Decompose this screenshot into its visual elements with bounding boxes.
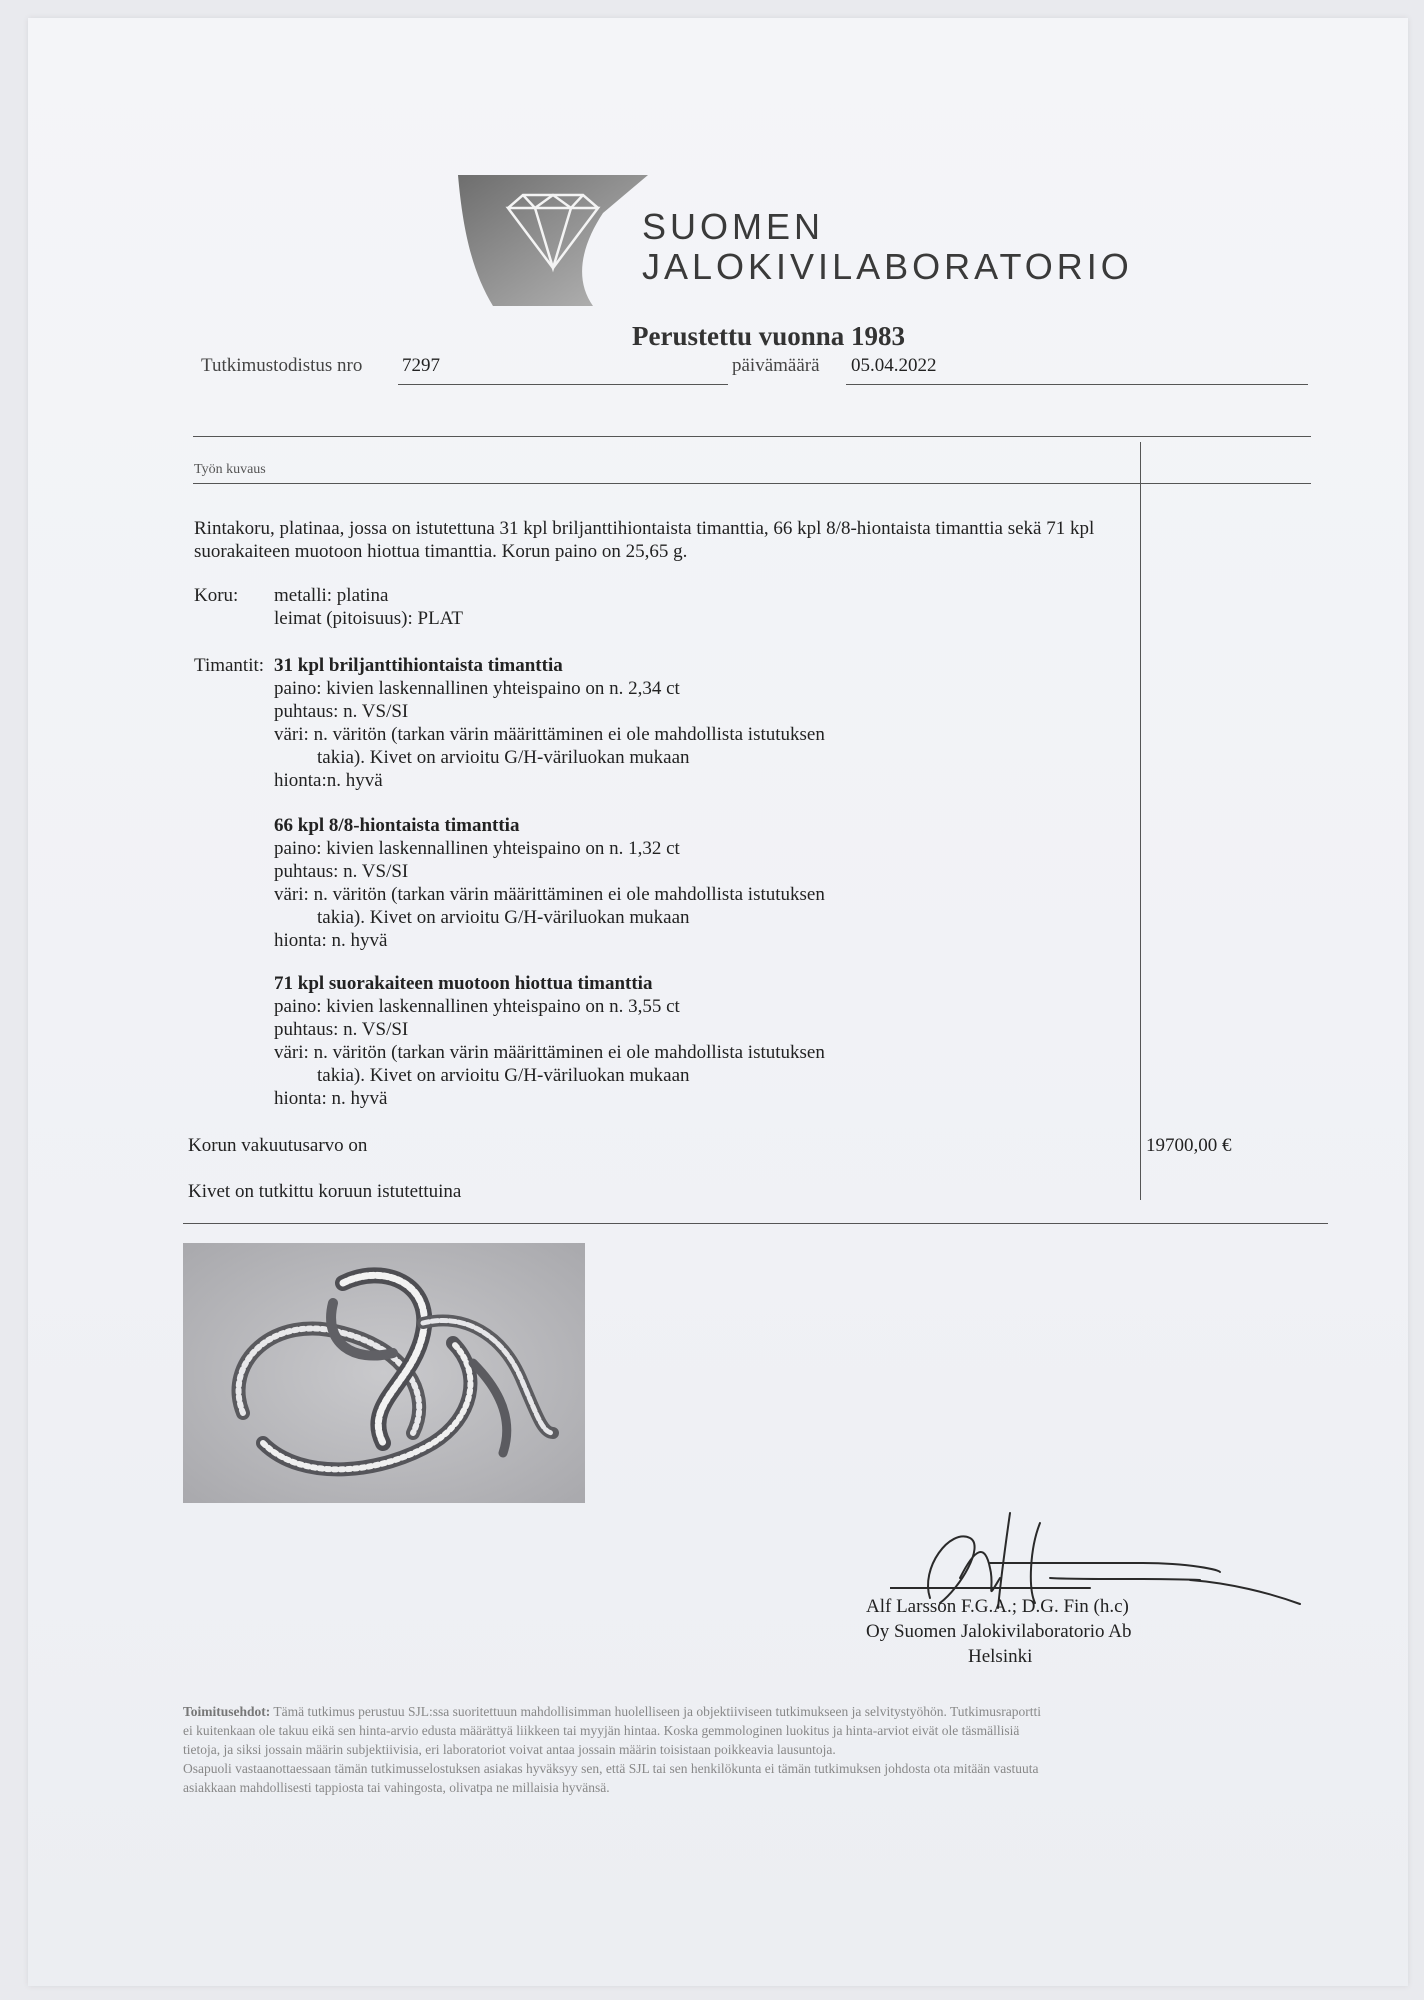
cert-number-label: Tutkimustodistus nro bbox=[201, 355, 363, 376]
stone-group-1-cut: hionta:n. hyvä bbox=[274, 770, 383, 791]
stone-group-3-clarity: puhtaus: n. VS/SI bbox=[274, 1019, 409, 1040]
insurance-label: Korun vakuutusarvo on bbox=[188, 1135, 368, 1156]
koru-metal: metalli: platina bbox=[274, 585, 389, 606]
work-label: Työn kuvaus bbox=[194, 462, 266, 477]
terms-footer bbox=[183, 1702, 1333, 1797]
date-label: päivämäärä bbox=[732, 355, 820, 376]
date-value: 05.04.2022 bbox=[851, 355, 937, 376]
date-underline bbox=[846, 384, 1308, 385]
stone-group-3-cut: hionta: n. hyvä bbox=[274, 1088, 388, 1109]
signer-company: Oy Suomen Jalokivilaboratorio Ab bbox=[866, 1621, 1132, 1642]
insurance-value: 19700,00 € bbox=[1146, 1135, 1232, 1156]
timantit-label: Timantit: bbox=[194, 655, 265, 676]
table-bottom-line bbox=[183, 1223, 1328, 1224]
stone-group-2-cut: hionta: n. hyvä bbox=[274, 930, 388, 951]
stone-group-2-color: väri: n. väritön (tarkan värin määrittäminen ei ole mahdollista istutuksen bbox=[274, 884, 825, 905]
koru-stamp: leimat (pitoisuus): PLAT bbox=[274, 608, 463, 629]
koru-label: Koru: bbox=[194, 585, 239, 606]
stone-group-1-clarity: puhtaus: n. VS/SI bbox=[274, 701, 409, 722]
table-top-line bbox=[193, 436, 1311, 437]
stone-group-3-title: 71 kpl suorakaiteen muotoon hiottua timanttia bbox=[274, 973, 653, 994]
stone-group-3-color-cont: takia). Kivet on arvioitu G/H-väriluokan mukaan bbox=[317, 1065, 690, 1086]
brooch-photo bbox=[183, 1243, 585, 1503]
signer-city: Helsinki bbox=[968, 1646, 1033, 1667]
table-header-line bbox=[193, 483, 1311, 484]
terms-heading: Toimitusehdot: bbox=[183, 1704, 271, 1719]
logo-line-1: SUOMEN bbox=[642, 206, 825, 247]
stone-group-3-weight: paino: kivien laskennallinen yhteispaino on n. 3,55 ct bbox=[274, 996, 680, 1017]
terms-line-2: ei kuitenkaan ole takuu eikä sen hinta-arvio edusta määrättyä liikkeen tai myyjän hintaa. Koska gemmologinen luokitus ja hinta-arviot eivät ole täsmällisiä bbox=[183, 1723, 1020, 1738]
stone-group-1-color: väri: n. väritön (tarkan värin määrittäminen ei ole mahdollista istutuksen bbox=[274, 724, 825, 745]
stone-group-2-weight: paino: kivien laskennallinen yhteispaino on n. 1,32 ct bbox=[274, 838, 680, 859]
description-line-2: suorakaiteen muotoon hiottua timanttia. Korun paino on 25,65 g. bbox=[194, 541, 688, 562]
signature-graphic bbox=[890, 1508, 1310, 1638]
terms-line-3: tietoja, ja siksi jossain määrin subjektiivisia, eri laboratoriot voivat antaa jossain määrin toisistaan poikkeavia lausuntoja. bbox=[183, 1742, 836, 1757]
cert-number-underline bbox=[398, 384, 728, 385]
table-divider-line bbox=[1140, 442, 1141, 1200]
stone-group-1-weight: paino: kivien laskennallinen yhteispaino on n. 2,34 ct bbox=[274, 678, 680, 699]
stone-group-1-color-cont: takia). Kivet on arvioitu G/H-väriluokan mukaan bbox=[317, 747, 690, 768]
diamond-logo-icon bbox=[453, 173, 653, 308]
certificate-page bbox=[28, 18, 1408, 1986]
terms-line-4: Osapuoli vastaanottaessaan tämän tutkimusselostuksen asiakas hyväksyy sen, että SJL tai sen henkilökunta ei tämän tutkimuksen johdosta ota mitään vastuuta bbox=[183, 1761, 1039, 1776]
cert-number-value: 7297 bbox=[402, 355, 440, 376]
stone-group-2-clarity: puhtaus: n. VS/SI bbox=[274, 861, 409, 882]
stone-group-2-color-cont: takia). Kivet on arvioitu G/H-väriluokan mukaan bbox=[317, 907, 690, 928]
stone-group-1-title: 31 kpl briljanttihiontaista timanttia bbox=[274, 655, 563, 676]
stone-group-3-color: väri: n. väritön (tarkan värin määrittäminen ei ole mahdollista istutuksen bbox=[274, 1042, 825, 1063]
logo-line-2: JALOKIVILABORATORIO bbox=[642, 246, 1133, 287]
terms-line-5: asiakkaan mahdollisesti tappiosta tai vahingosta, olivatpa ne millaisia hyvänsä. bbox=[183, 1780, 610, 1795]
stone-group-2-title: 66 kpl 8/8-hiontaista timanttia bbox=[274, 815, 520, 836]
terms-line-1: Toimitusehdot: Tämä tutkimus perustuu SJL:ssa suoritettuun mahdollisimman huolelliseen ja objektiiviseen tutkimukseen ja selvitystyöhön. Tutkimusraportti bbox=[183, 1704, 1041, 1719]
description-line-1: Rintakoru, platinaa, jossa on istutettuna 31 kpl briljanttihiontaista timanttia, 66 kpl 8/8-hiontaista timanttia sekä 71 kpl bbox=[194, 518, 1095, 539]
examined-note: Kivet on tutkittu koruun istutettuina bbox=[188, 1181, 462, 1202]
founded-heading: Perustettu vuonna 1983 bbox=[632, 321, 906, 351]
signer-name: Alf Larsson F.G.A.; D.G. Fin (h.c) bbox=[866, 1596, 1129, 1617]
